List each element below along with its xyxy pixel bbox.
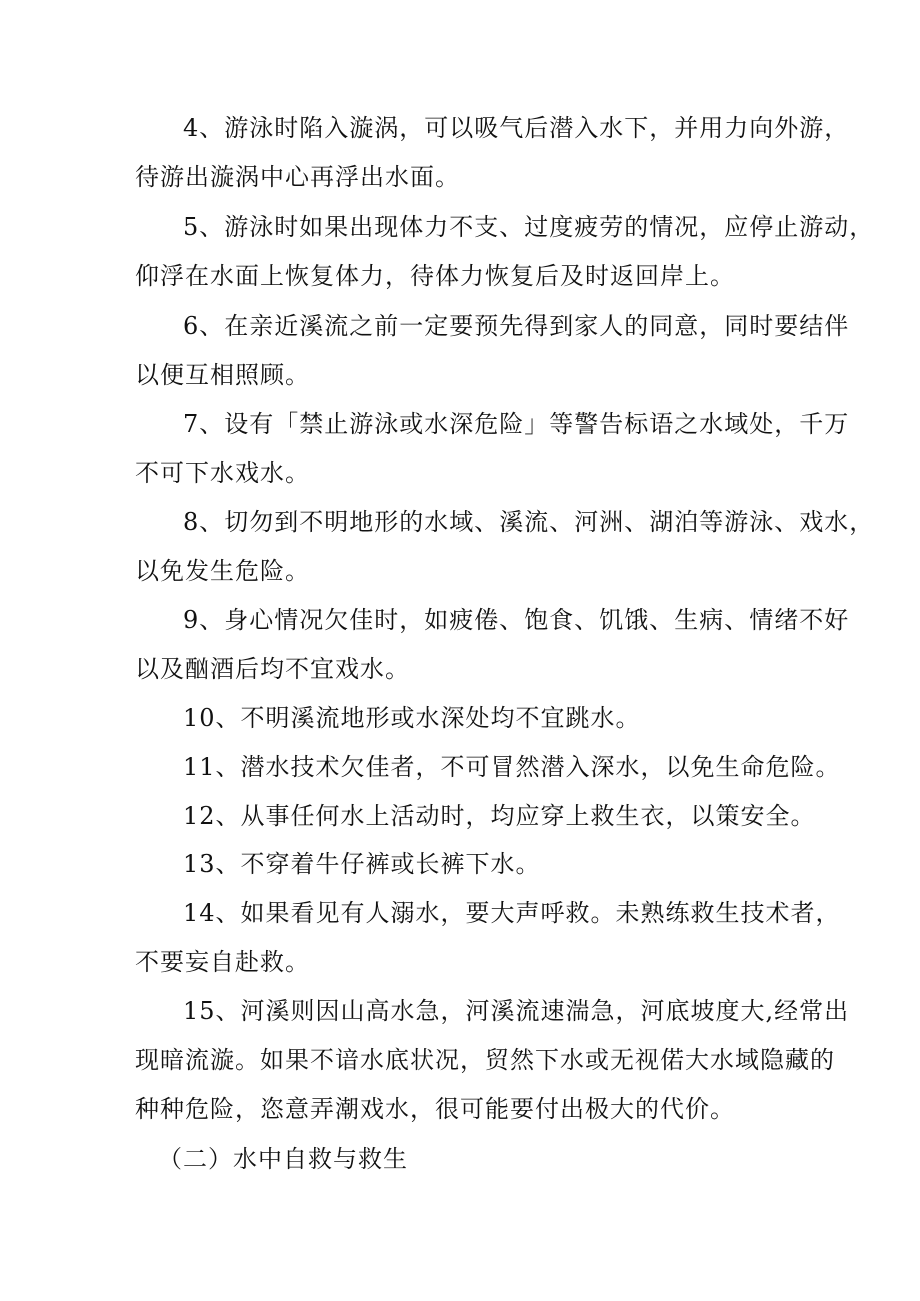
paragraph-line: 以便互相照顾。 <box>135 361 310 389</box>
paragraph-line: 8、切勿到不明地形的水域、溪流、河洲、湖泊等游泳、戏水， <box>183 508 875 536</box>
paragraph-line: 14、如果看见有人溺水，要大声呼救。未熟练救生技术者， <box>183 899 841 927</box>
paragraph-line: 13、不穿着牛仔裤或长裤下水。 <box>183 850 541 878</box>
paragraph-line: 仰浮在水面上恢复体力，待体力恢复后及时返回岸上。 <box>135 262 735 290</box>
paragraph-line: 以及酗酒后均不宜戏水。 <box>135 655 410 683</box>
paragraph-line: 11、潜水技术欠佳者，不可冒然潜入深水，以免生命危险。 <box>183 753 841 781</box>
paragraph-line: 5、游泳时如果出现体力不支、过度疲劳的情况，应停止游动， <box>183 213 875 241</box>
safety-item-12 <box>135 792 816 841</box>
paragraph-line: 以免发生危险。 <box>135 557 310 585</box>
safety-item-9 <box>135 596 850 694</box>
paragraph-line: 不要妄自赴救。 <box>135 948 310 976</box>
paragraph-line: 7、设有「禁止游泳或水深危险」等警告标语之水域处，千万 <box>183 410 850 438</box>
safety-item-11 <box>135 743 841 792</box>
safety-item-4 <box>135 104 850 202</box>
safety-item-10 <box>135 694 795 743</box>
paragraph-line: 9、身心情况欠佳时，如疲倦、饱食、饥饿、生病、情绪不好 <box>183 606 850 634</box>
section-heading: （二）水中自救与救生 <box>158 1145 408 1173</box>
paragraph-line: 不可下水戏水。 <box>135 459 310 487</box>
safety-item-14 <box>135 889 841 987</box>
paragraph-line: 待游出漩涡中心再浮出水面。 <box>135 163 460 191</box>
paragraph-line: 现暗流漩。如果不谙水底状况，贸然下水或无视偌大水域隐藏的 <box>135 1046 835 1074</box>
paragraph-line: 4、游泳时陷入漩涡，可以吸气后潜入水下，并用力向外游， <box>183 114 850 142</box>
safety-item-13 <box>135 840 795 889</box>
paragraph-line: 15、河溪则因山高水急，河溪流速湍急，河底坡度大,经常出 <box>183 997 850 1025</box>
safety-item-7 <box>135 400 850 498</box>
safety-item-8 <box>135 498 875 596</box>
safety-item-15 <box>135 987 850 1134</box>
safety-item-6 <box>135 302 850 400</box>
safety-item-5 <box>135 203 875 301</box>
paragraph-line: 6、在亲近溪流之前一定要预先得到家人的同意，同时要结伴 <box>183 312 850 340</box>
paragraph-line: 种种危险，恣意弄潮戏水，很可能要付出极大的代价。 <box>135 1095 735 1123</box>
paragraph-line: 12、从事任何水上活动时，均应穿上救生衣，以策安全。 <box>183 802 816 830</box>
paragraph-line: 10、不明溪流地形或水深处均不宜跳水。 <box>183 704 641 732</box>
